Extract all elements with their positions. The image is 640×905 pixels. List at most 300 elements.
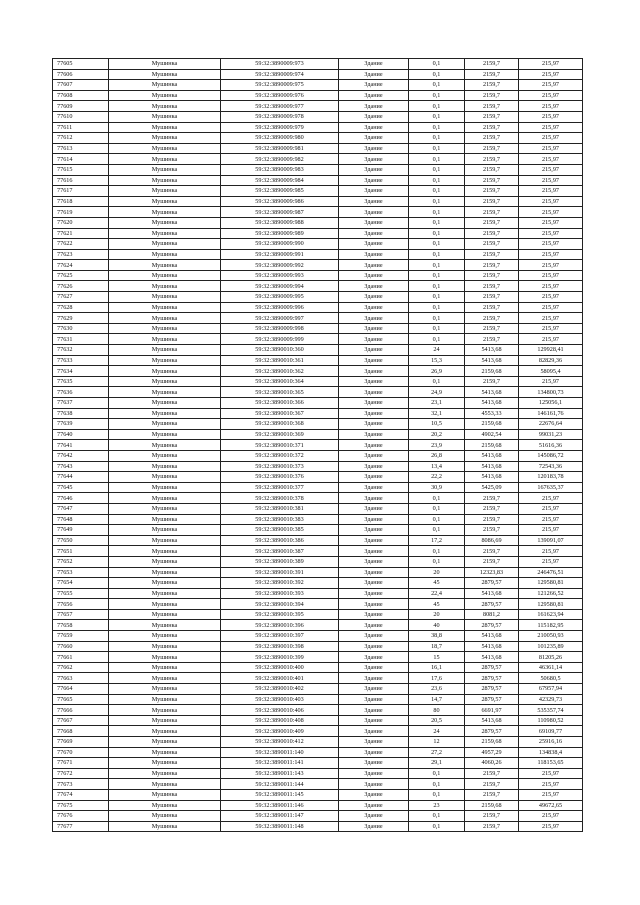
locality-cell: Мушинка bbox=[109, 472, 221, 483]
locality-cell: Мушинка bbox=[109, 694, 221, 705]
row-number-cell: 77631 bbox=[53, 334, 109, 345]
cadastral-number-cell: 59:32:3890010:396 bbox=[221, 620, 339, 631]
locality-cell: Мушинка bbox=[109, 493, 221, 504]
row-number-cell: 77630 bbox=[53, 323, 109, 334]
cadastral-number-cell: 59:32:3890010:361 bbox=[221, 355, 339, 366]
table-row bbox=[53, 408, 583, 419]
cadastral-value-cell: 215,97 bbox=[519, 69, 583, 80]
table-row bbox=[53, 535, 583, 546]
area-cell: 0,1 bbox=[409, 207, 465, 218]
row-number-cell: 77610 bbox=[53, 111, 109, 122]
object-type-cell: Здание bbox=[339, 186, 409, 197]
cadastral-number-cell: 59:32:3890009:973 bbox=[221, 59, 339, 70]
cadastral-number-cell: 59:32:3890009:997 bbox=[221, 313, 339, 324]
table-row bbox=[53, 567, 583, 578]
table-row bbox=[53, 270, 583, 281]
specific-value-cell: 2879,57 bbox=[465, 726, 519, 737]
area-cell: 20,5 bbox=[409, 715, 465, 726]
area-cell: 0,1 bbox=[409, 228, 465, 239]
row-number-cell: 77638 bbox=[53, 408, 109, 419]
row-number-cell: 77674 bbox=[53, 789, 109, 800]
area-cell: 0,1 bbox=[409, 59, 465, 70]
cadastral-value-cell: 50680,5 bbox=[519, 673, 583, 684]
locality-cell: Мушинка bbox=[109, 111, 221, 122]
object-type-cell: Здание bbox=[339, 345, 409, 356]
table-row bbox=[53, 355, 583, 366]
row-number-cell: 77623 bbox=[53, 249, 109, 260]
table-row bbox=[53, 323, 583, 334]
row-number-cell: 77665 bbox=[53, 694, 109, 705]
specific-value-cell: 2159,7 bbox=[465, 525, 519, 536]
cadastral-value-cell: 129928,41 bbox=[519, 345, 583, 356]
specific-value-cell: 2159,7 bbox=[465, 101, 519, 112]
row-number-cell: 77657 bbox=[53, 609, 109, 620]
specific-value-cell: 2159,7 bbox=[465, 503, 519, 514]
cadastral-value-cell: 125056,1 bbox=[519, 398, 583, 409]
area-cell: 0,1 bbox=[409, 376, 465, 387]
area-cell: 18,7 bbox=[409, 641, 465, 652]
locality-cell: Мушинка bbox=[109, 789, 221, 800]
table-row bbox=[53, 111, 583, 122]
cadastral-value-cell: 215,97 bbox=[519, 80, 583, 91]
object-type-cell: Здание bbox=[339, 472, 409, 483]
locality-cell: Мушинка bbox=[109, 408, 221, 419]
specific-value-cell: 2159,7 bbox=[465, 154, 519, 165]
area-cell: 23,6 bbox=[409, 684, 465, 695]
area-cell: 0,1 bbox=[409, 789, 465, 800]
specific-value-cell: 5413,68 bbox=[465, 588, 519, 599]
area-cell: 0,1 bbox=[409, 546, 465, 557]
area-cell: 45 bbox=[409, 578, 465, 589]
area-cell: 0,1 bbox=[409, 239, 465, 250]
area-cell: 0,1 bbox=[409, 768, 465, 779]
row-number-cell: 77619 bbox=[53, 207, 109, 218]
area-cell: 0,1 bbox=[409, 260, 465, 271]
cadastral-value-cell: 118153,65 bbox=[519, 758, 583, 769]
area-cell: 24,9 bbox=[409, 387, 465, 398]
locality-cell: Мушинка bbox=[109, 768, 221, 779]
cadastral-value-cell: 215,97 bbox=[519, 260, 583, 271]
cadastral-number-cell: 59:32:3890010:398 bbox=[221, 641, 339, 652]
row-number-cell: 77612 bbox=[53, 133, 109, 144]
specific-value-cell: 4902,54 bbox=[465, 429, 519, 440]
row-number-cell: 77652 bbox=[53, 556, 109, 567]
table-row bbox=[53, 207, 583, 218]
cadastral-value-cell: 99031,23 bbox=[519, 429, 583, 440]
specific-value-cell: 2159,7 bbox=[465, 59, 519, 70]
specific-value-cell: 2159,7 bbox=[465, 779, 519, 790]
object-type-cell: Здание bbox=[339, 270, 409, 281]
table-row bbox=[53, 101, 583, 112]
specific-value-cell: 2879,57 bbox=[465, 684, 519, 695]
specific-value-cell: 5413,68 bbox=[465, 461, 519, 472]
specific-value-cell: 2159,7 bbox=[465, 90, 519, 101]
table-row bbox=[53, 768, 583, 779]
table-row bbox=[53, 122, 583, 133]
cadastral-value-cell: 215,97 bbox=[519, 186, 583, 197]
table-row bbox=[53, 503, 583, 514]
locality-cell: Мушинка bbox=[109, 429, 221, 440]
locality-cell: Мушинка bbox=[109, 726, 221, 737]
cadastral-value-cell: 215,97 bbox=[519, 239, 583, 250]
specific-value-cell: 2159,7 bbox=[465, 175, 519, 186]
row-number-cell: 77618 bbox=[53, 196, 109, 207]
row-number-cell: 77628 bbox=[53, 302, 109, 313]
object-type-cell: Здание bbox=[339, 122, 409, 133]
cadastral-value-cell: 129580,81 bbox=[519, 599, 583, 610]
specific-value-cell: 12323,83 bbox=[465, 567, 519, 578]
area-cell: 0,1 bbox=[409, 101, 465, 112]
cadastral-number-cell: 59:32:3890009:976 bbox=[221, 90, 339, 101]
row-number-cell: 77627 bbox=[53, 292, 109, 303]
locality-cell: Мушинка bbox=[109, 122, 221, 133]
table-row bbox=[53, 578, 583, 589]
cadastral-value-cell: 101235,89 bbox=[519, 641, 583, 652]
cadastral-number-cell: 59:32:3890011:146 bbox=[221, 800, 339, 811]
locality-cell: Мушинка bbox=[109, 69, 221, 80]
specific-value-cell: 2159,7 bbox=[465, 546, 519, 557]
object-type-cell: Здание bbox=[339, 599, 409, 610]
specific-value-cell: 2879,57 bbox=[465, 620, 519, 631]
object-type-cell: Здание bbox=[339, 111, 409, 122]
row-number-cell: 77646 bbox=[53, 493, 109, 504]
cadastral-value-cell: 215,97 bbox=[519, 90, 583, 101]
specific-value-cell: 2159,7 bbox=[465, 122, 519, 133]
table-row bbox=[53, 249, 583, 260]
row-number-cell: 77616 bbox=[53, 175, 109, 186]
cadastral-number-cell: 59:32:3890010:377 bbox=[221, 482, 339, 493]
cadastral-number-cell: 59:32:3890009:991 bbox=[221, 249, 339, 260]
object-type-cell: Здание bbox=[339, 673, 409, 684]
cadastral-value-cell: 215,97 bbox=[519, 789, 583, 800]
cadastral-value-cell: 139091,07 bbox=[519, 535, 583, 546]
specific-value-cell: 2159,7 bbox=[465, 334, 519, 345]
cadastral-number-cell: 59:32:3890010:365 bbox=[221, 387, 339, 398]
object-type-cell: Здание bbox=[339, 705, 409, 716]
locality-cell: Мушинка bbox=[109, 302, 221, 313]
area-cell: 0,1 bbox=[409, 122, 465, 133]
locality-cell: Мушинка bbox=[109, 535, 221, 546]
specific-value-cell: 5413,68 bbox=[465, 398, 519, 409]
area-cell: 29,1 bbox=[409, 758, 465, 769]
cadastral-number-cell: 59:32:3890010:387 bbox=[221, 546, 339, 557]
cadastral-value-cell: 215,97 bbox=[519, 196, 583, 207]
specific-value-cell: 5413,68 bbox=[465, 355, 519, 366]
table-row bbox=[53, 673, 583, 684]
object-type-cell: Здание bbox=[339, 789, 409, 800]
table-row bbox=[53, 641, 583, 652]
row-number-cell: 77662 bbox=[53, 662, 109, 673]
table-row bbox=[53, 281, 583, 292]
locality-cell: Мушинка bbox=[109, 143, 221, 154]
area-cell: 0,1 bbox=[409, 143, 465, 154]
locality-cell: Мушинка bbox=[109, 440, 221, 451]
row-number-cell: 77664 bbox=[53, 684, 109, 695]
cadastral-value-cell: 161623,94 bbox=[519, 609, 583, 620]
cadastral-value-cell: 215,97 bbox=[519, 122, 583, 133]
cadastral-number-cell: 59:32:3890009:975 bbox=[221, 80, 339, 91]
table-row bbox=[53, 758, 583, 769]
table-row bbox=[53, 334, 583, 345]
locality-cell: Мушинка bbox=[109, 620, 221, 631]
specific-value-cell: 2159,7 bbox=[465, 323, 519, 334]
specific-value-cell: 2159,7 bbox=[465, 69, 519, 80]
area-cell: 45 bbox=[409, 599, 465, 610]
cadastral-number-cell: 59:32:3890010:381 bbox=[221, 503, 339, 514]
cadastral-value-cell: 215,97 bbox=[519, 292, 583, 303]
table-row bbox=[53, 599, 583, 610]
area-cell: 38,8 bbox=[409, 631, 465, 642]
table-row bbox=[53, 345, 583, 356]
cadastral-value-cell: 215,97 bbox=[519, 270, 583, 281]
table-row bbox=[53, 472, 583, 483]
cadastral-number-cell: 59:32:3890011:145 bbox=[221, 789, 339, 800]
specific-value-cell: 2159,7 bbox=[465, 493, 519, 504]
area-cell: 0,1 bbox=[409, 90, 465, 101]
specific-value-cell: 2159,7 bbox=[465, 228, 519, 239]
area-cell: 0,1 bbox=[409, 493, 465, 504]
cadastral-value-cell: 215,97 bbox=[519, 493, 583, 504]
specific-value-cell: 2159,68 bbox=[465, 366, 519, 377]
cadastral-number-cell: 59:32:3890009:992 bbox=[221, 260, 339, 271]
locality-cell: Мушинка bbox=[109, 609, 221, 620]
object-type-cell: Здание bbox=[339, 758, 409, 769]
locality-cell: Мушинка bbox=[109, 196, 221, 207]
cadastral-number-cell: 59:32:3890010:372 bbox=[221, 450, 339, 461]
specific-value-cell: 2159,7 bbox=[465, 217, 519, 228]
object-type-cell: Здание bbox=[339, 69, 409, 80]
cadastral-number-cell: 59:32:3890010:386 bbox=[221, 535, 339, 546]
cadastral-value-cell: 69109,77 bbox=[519, 726, 583, 737]
specific-value-cell: 2879,57 bbox=[465, 673, 519, 684]
specific-value-cell: 2159,7 bbox=[465, 133, 519, 144]
locality-cell: Мушинка bbox=[109, 556, 221, 567]
object-type-cell: Здание bbox=[339, 239, 409, 250]
cadastral-value-cell: 215,97 bbox=[519, 302, 583, 313]
cadastral-value-cell: 49672,65 bbox=[519, 800, 583, 811]
cadastral-value-cell: 215,97 bbox=[519, 323, 583, 334]
table-row bbox=[53, 546, 583, 557]
row-number-cell: 77649 bbox=[53, 525, 109, 536]
cadastral-number-cell: 59:32:3890009:977 bbox=[221, 101, 339, 112]
area-cell: 0,1 bbox=[409, 175, 465, 186]
row-number-cell: 77660 bbox=[53, 641, 109, 652]
cadastral-number-cell: 59:32:3890010:412 bbox=[221, 737, 339, 748]
table-row bbox=[53, 80, 583, 91]
row-number-cell: 77675 bbox=[53, 800, 109, 811]
cadastral-number-cell: 59:32:3890010:378 bbox=[221, 493, 339, 504]
cadastral-value-cell: 115182,95 bbox=[519, 620, 583, 631]
row-number-cell: 77636 bbox=[53, 387, 109, 398]
specific-value-cell: 4060,26 bbox=[465, 758, 519, 769]
cadastral-value-cell: 215,97 bbox=[519, 228, 583, 239]
row-number-cell: 77605 bbox=[53, 59, 109, 70]
area-cell: 0,1 bbox=[409, 323, 465, 334]
table-row bbox=[53, 461, 583, 472]
specific-value-cell: 2159,68 bbox=[465, 800, 519, 811]
object-type-cell: Здание bbox=[339, 217, 409, 228]
locality-cell: Мушинка bbox=[109, 334, 221, 345]
locality-cell: Мушинка bbox=[109, 239, 221, 250]
object-type-cell: Здание bbox=[339, 133, 409, 144]
table-row bbox=[53, 800, 583, 811]
locality-cell: Мушинка bbox=[109, 270, 221, 281]
cadastral-value-cell: 215,97 bbox=[519, 514, 583, 525]
object-type-cell: Здание bbox=[339, 556, 409, 567]
area-cell: 20 bbox=[409, 567, 465, 578]
specific-value-cell: 5413,68 bbox=[465, 715, 519, 726]
object-type-cell: Здание bbox=[339, 525, 409, 536]
specific-value-cell: 2879,57 bbox=[465, 599, 519, 610]
row-number-cell: 77644 bbox=[53, 472, 109, 483]
area-cell: 0,1 bbox=[409, 111, 465, 122]
cadastral-number-cell: 59:32:3890010:399 bbox=[221, 652, 339, 663]
table-row bbox=[53, 376, 583, 387]
locality-cell: Мушинка bbox=[109, 567, 221, 578]
locality-cell: Мушинка bbox=[109, 175, 221, 186]
specific-value-cell: 5413,68 bbox=[465, 450, 519, 461]
object-type-cell: Здание bbox=[339, 450, 409, 461]
cadastral-number-cell: 59:32:3890010:362 bbox=[221, 366, 339, 377]
row-number-cell: 77611 bbox=[53, 122, 109, 133]
cadastral-value-cell: 215,97 bbox=[519, 175, 583, 186]
table-row bbox=[53, 514, 583, 525]
table-row bbox=[53, 228, 583, 239]
cadastral-number-cell: 59:32:3890009:981 bbox=[221, 143, 339, 154]
object-type-cell: Здание bbox=[339, 355, 409, 366]
specific-value-cell: 2159,7 bbox=[465, 207, 519, 218]
locality-cell: Мушинка bbox=[109, 133, 221, 144]
row-number-cell: 77634 bbox=[53, 366, 109, 377]
object-type-cell: Здание bbox=[339, 376, 409, 387]
cadastral-value-cell: 215,97 bbox=[519, 101, 583, 112]
locality-cell: Мушинка bbox=[109, 419, 221, 430]
object-type-cell: Здание bbox=[339, 461, 409, 472]
locality-cell: Мушинка bbox=[109, 207, 221, 218]
row-number-cell: 77672 bbox=[53, 768, 109, 779]
cadastral-value-cell: 22676,64 bbox=[519, 419, 583, 430]
locality-cell: Мушинка bbox=[109, 599, 221, 610]
locality-cell: Мушинка bbox=[109, 80, 221, 91]
cadastral-number-cell: 59:32:3890010:409 bbox=[221, 726, 339, 737]
cadastral-number-cell: 59:32:3890010:401 bbox=[221, 673, 339, 684]
cadastral-number-cell: 59:32:3890009:985 bbox=[221, 186, 339, 197]
specific-value-cell: 2879,57 bbox=[465, 694, 519, 705]
cadastral-number-cell: 59:32:3890011:144 bbox=[221, 779, 339, 790]
area-cell: 0,1 bbox=[409, 80, 465, 91]
specific-value-cell: 2159,7 bbox=[465, 186, 519, 197]
cadastral-value-cell: 210050,93 bbox=[519, 631, 583, 642]
specific-value-cell: 2159,7 bbox=[465, 281, 519, 292]
area-cell: 0,1 bbox=[409, 811, 465, 822]
row-number-cell: 77651 bbox=[53, 546, 109, 557]
area-cell: 27,2 bbox=[409, 747, 465, 758]
object-type-cell: Здание bbox=[339, 609, 409, 620]
specific-value-cell: 2159,7 bbox=[465, 239, 519, 250]
cadastral-value-cell: 215,97 bbox=[519, 59, 583, 70]
cadastral-value-cell: 145086,72 bbox=[519, 450, 583, 461]
cadastral-value-cell: 215,97 bbox=[519, 281, 583, 292]
cadastral-number-cell: 59:32:3890010:391 bbox=[221, 567, 339, 578]
area-cell: 23 bbox=[409, 800, 465, 811]
cadastral-number-cell: 59:32:3890010:397 bbox=[221, 631, 339, 642]
area-cell: 26,8 bbox=[409, 450, 465, 461]
cadastral-number-cell: 59:32:3890009:984 bbox=[221, 175, 339, 186]
table-row bbox=[53, 154, 583, 165]
row-number-cell: 77613 bbox=[53, 143, 109, 154]
cadastral-value-cell: 215,97 bbox=[519, 133, 583, 144]
cadastral-number-cell: 59:32:3890009:979 bbox=[221, 122, 339, 133]
row-number-cell: 77655 bbox=[53, 588, 109, 599]
object-type-cell: Здание bbox=[339, 366, 409, 377]
area-cell: 30,9 bbox=[409, 482, 465, 493]
table-row bbox=[53, 429, 583, 440]
locality-cell: Мушинка bbox=[109, 450, 221, 461]
cadastral-number-cell: 59:32:3890010:364 bbox=[221, 376, 339, 387]
area-cell: 12 bbox=[409, 737, 465, 748]
table-row bbox=[53, 217, 583, 228]
row-number-cell: 77635 bbox=[53, 376, 109, 387]
row-number-cell: 77615 bbox=[53, 164, 109, 175]
cadastral-value-cell: 535357,74 bbox=[519, 705, 583, 716]
locality-cell: Мушинка bbox=[109, 292, 221, 303]
cadastral-number-cell: 59:32:3890009:983 bbox=[221, 164, 339, 175]
specific-value-cell: 2159,7 bbox=[465, 556, 519, 567]
row-number-cell: 77620 bbox=[53, 217, 109, 228]
row-number-cell: 77661 bbox=[53, 652, 109, 663]
specific-value-cell: 6691,97 bbox=[465, 705, 519, 716]
locality-cell: Мушинка bbox=[109, 345, 221, 356]
cadastral-number-cell: 59:32:3890010:393 bbox=[221, 588, 339, 599]
cadastral-number-cell: 59:32:3890010:367 bbox=[221, 408, 339, 419]
row-number-cell: 77632 bbox=[53, 345, 109, 356]
table-row bbox=[53, 450, 583, 461]
area-cell: 20,2 bbox=[409, 429, 465, 440]
table-row bbox=[53, 652, 583, 663]
area-cell: 23,9 bbox=[409, 440, 465, 451]
area-cell: 80 bbox=[409, 705, 465, 716]
specific-value-cell: 2159,7 bbox=[465, 249, 519, 260]
cadastral-value-cell: 215,97 bbox=[519, 768, 583, 779]
locality-cell: Мушинка bbox=[109, 90, 221, 101]
row-number-cell: 77668 bbox=[53, 726, 109, 737]
specific-value-cell: 2159,7 bbox=[465, 143, 519, 154]
locality-cell: Мушинка bbox=[109, 503, 221, 514]
object-type-cell: Здание bbox=[339, 652, 409, 663]
specific-value-cell: 2159,68 bbox=[465, 419, 519, 430]
row-number-cell: 77658 bbox=[53, 620, 109, 631]
row-number-cell: 77608 bbox=[53, 90, 109, 101]
specific-value-cell: 2159,7 bbox=[465, 270, 519, 281]
area-cell: 0,1 bbox=[409, 164, 465, 175]
row-number-cell: 77650 bbox=[53, 535, 109, 546]
table-row bbox=[53, 90, 583, 101]
cadastral-value-cell: 215,97 bbox=[519, 556, 583, 567]
cadastral-value-cell: 215,97 bbox=[519, 111, 583, 122]
cadastral-number-cell: 59:32:3890009:989 bbox=[221, 228, 339, 239]
row-number-cell: 77654 bbox=[53, 578, 109, 589]
specific-value-cell: 2879,57 bbox=[465, 662, 519, 673]
object-type-cell: Здание bbox=[339, 164, 409, 175]
specific-value-cell: 2159,7 bbox=[465, 292, 519, 303]
row-number-cell: 77629 bbox=[53, 313, 109, 324]
cadastral-number-cell: 59:32:3890009:995 bbox=[221, 292, 339, 303]
area-cell: 22,2 bbox=[409, 472, 465, 483]
specific-value-cell: 2159,7 bbox=[465, 821, 519, 832]
locality-cell: Мушинка bbox=[109, 578, 221, 589]
locality-cell: Мушинка bbox=[109, 260, 221, 271]
area-cell: 0,1 bbox=[409, 281, 465, 292]
